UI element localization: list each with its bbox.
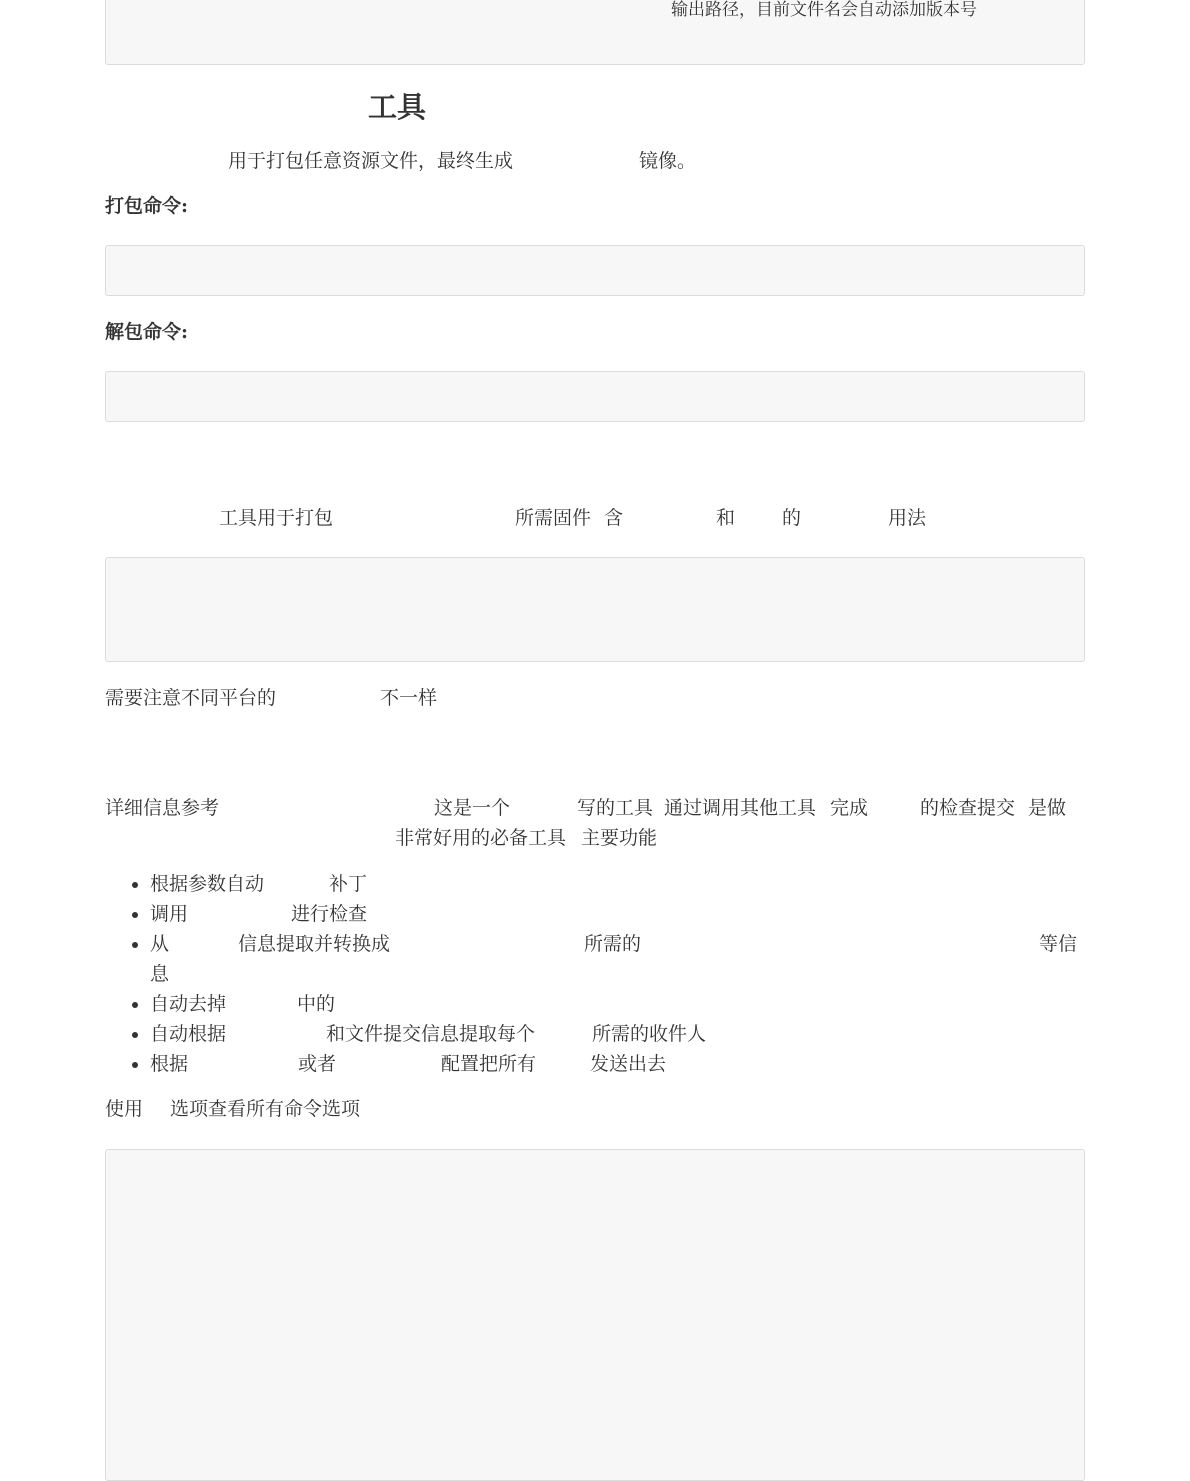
platform-note-2: 不一样 (380, 687, 438, 709)
detail-text-5: 完成 (830, 797, 869, 819)
list-item (150, 869, 1085, 899)
list-item (150, 1049, 1085, 1079)
usage-text-2: 选项查看所有命令选项 (170, 1098, 361, 1120)
detail-text-8: 非常好用的必备工具 (395, 827, 567, 849)
detail-text-7: 是做 (1028, 797, 1067, 819)
list-item (150, 929, 1085, 989)
firmware-text-3: 含 (604, 507, 624, 529)
feature-4-part2: 中的 (297, 993, 336, 1015)
feature-6-part4: 发送出去 (590, 1053, 667, 1075)
tool-intro-part2: 镜像。 (639, 150, 697, 172)
feature-3-part2: 信息提取并转换成 (238, 933, 391, 955)
detail-text-4: 通过调用其他工具 (664, 797, 817, 819)
list-item (150, 989, 1085, 1019)
tool-intro-part1: 用于打包任意资源文件，最终生成 (228, 150, 514, 172)
firmware-text-2: 所需固件 (515, 507, 592, 529)
firmware-text-6: 用法 (888, 507, 927, 529)
detail-text-6: 的检查提交 (920, 797, 1016, 819)
feature-1-part1: • 根据参数自动 (150, 873, 265, 895)
unpack-command-label: 解包命令: (105, 321, 189, 343)
code-block-usage (105, 1149, 1085, 1481)
code-block-unpack (105, 371, 1085, 422)
feature-6-part1: • 根据 (150, 1053, 189, 1075)
pack-command-label: 打包命令: (105, 195, 189, 217)
platform-note-1: 需要注意不同平台的 (105, 687, 277, 709)
code-block-firmware (105, 557, 1085, 662)
feature-2-part2: 进行检查 (291, 903, 368, 925)
feature-list (105, 869, 1085, 1079)
output-path-note: 输出路径，目前文件名会自动添加版本号 (671, 0, 977, 20)
feature-4-part1: • 自动去掉 (150, 993, 227, 1015)
code-block-pack (105, 245, 1085, 296)
feature-3-part5: 息 (150, 963, 170, 985)
feature-5-part3: 所需的收件人 (592, 1023, 707, 1045)
feature-2-part1: • 调用 (150, 903, 189, 925)
detail-text-3: 写的工具 (577, 797, 654, 819)
feature-3-part1: • 从 (150, 933, 170, 955)
feature-3-part3: 所需的 (584, 933, 642, 955)
feature-3-part4: 等信 (1039, 933, 1078, 955)
usage-text-1: 使用 (105, 1098, 144, 1120)
feature-6-part2: 或者 (298, 1053, 337, 1075)
feature-5-part1: • 自动根据 (150, 1023, 227, 1045)
section-title-tool: 工具 (368, 90, 427, 124)
list-item (150, 1019, 1085, 1049)
list-item (150, 899, 1085, 929)
detail-text-1: 详细信息参考 (105, 797, 220, 819)
firmware-text-1: 工具用于打包 (219, 507, 334, 529)
firmware-text-5: 的 (782, 507, 802, 529)
detail-text-2: 这是一个 (434, 797, 511, 819)
feature-5-part2: 和文件提交信息提取每个 (326, 1023, 536, 1045)
feature-6-part3: 配置把所有 (441, 1053, 537, 1075)
firmware-text-4: 和 (716, 507, 736, 529)
feature-1-part2: 补丁 (329, 873, 368, 895)
detail-text-9: 主要功能 (581, 827, 658, 849)
